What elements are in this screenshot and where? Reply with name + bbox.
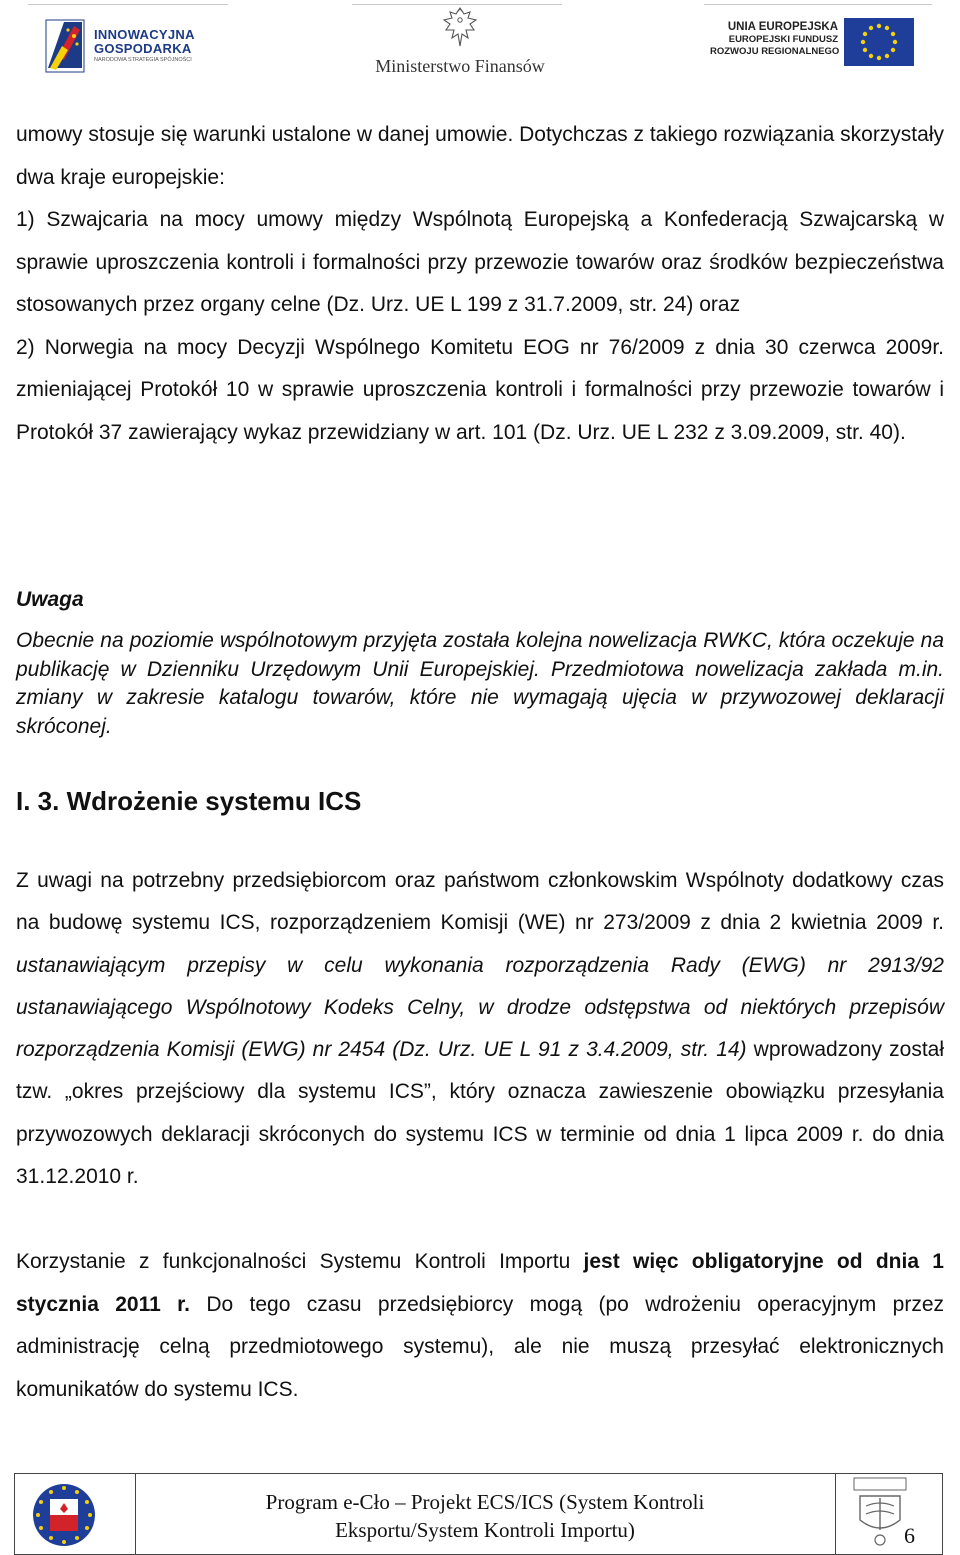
logo-right-line3: ROZWOJU REGIONALNEGO xyxy=(710,46,840,57)
intro-text-switzerland: 1) Szwajcaria na mocy umowy między Wspólnotą Europejską a Konfederacją Szwajcarską w sprawie uproszczenia kontroli i formalności przy przewozie towarów oraz środków bezpieczeństwa stosowanych przez organy celne (Dz. Urz. UE L 199 z 31.7.2009, str. 24) oraz xyxy=(16,208,944,316)
header-rule-center xyxy=(352,4,562,5)
ministerstwo-finansow-logo xyxy=(360,6,560,84)
obligation-text-1: Korzystanie z funkcjonalności Systemu Kontroli Importu xyxy=(16,1250,571,1273)
eu-flag-icon xyxy=(844,18,914,66)
header-rule-left xyxy=(28,4,228,5)
header-rule-right xyxy=(704,4,932,5)
footer-right-cell xyxy=(835,1474,943,1554)
footer-program-title xyxy=(135,1488,835,1544)
page-footer xyxy=(14,1473,943,1555)
logo-right-line1: UNIA EUROPEJSKA xyxy=(727,21,838,33)
ics-paragraph xyxy=(16,860,944,1198)
obligation-text-3: Do tego czasu przedsiębiorcy mogą (po wdrożeniu operacyjnym przez administrację celną przedmiotowego systemu), ale nie muszą przesyłać elektronicznych komunikatów do systemu ICS. xyxy=(16,1292,944,1401)
logo-left-line1: INNOWACYJNA xyxy=(94,27,195,42)
logo-right-line2: EUROPEJSKI FUNDUSZ xyxy=(728,34,838,45)
innowacyjna-gospodarka-logo xyxy=(44,16,219,76)
ministerstwo-finansow-name: Ministerstwo Finansów xyxy=(375,56,545,76)
intro-text-norway: 2) Norwegia na mocy Decyzji Wspólnego Komitetu EOG nr 76/2009 z dnia 30 czerwca 2009r. zmieniającej Protokół 10 w sprawie uproszczenia kontroli i formalności przy przewozie towarów i Protokół 37 zawierający wykaz przewidziany w art. 101 (Dz. Urz. UE L 232 z 3.09.2009, str. 40). xyxy=(16,335,944,444)
ics-text-3: wprowadzony został tzw. „okres przejściowy dla systemu ICS”, który oznacza zawieszenie obowiązku przesyłania przywozowych deklaracji skróconych do systemu ICS w terminie od dnia 1 lipca 2009 r. do dnia 31.12.2010 r. xyxy=(16,1038,945,1189)
page-header xyxy=(0,0,960,92)
ics-text-regulation: ustanawiającym przepisy w celu wykonania rozporządzenia Rady (EWG) nr 2913/92 ustanawiającego Wspólnotowy Kodeks Celny, w drodze odstępstwa od niektórych przepisów rozporządzenia Komisji (EWG) nr 2454 (Dz. Urz. UE L 91 z 3.4.2009, str. 14) xyxy=(16,953,944,1062)
sluzba-celna-emblem-icon xyxy=(850,1476,910,1550)
uwaga-text: Obecnie na poziomie wspólnotowym przyjęta została kolejna nowelizacja RWKC, która oczekuje na publikację w Dzienniku Urzędowym Unii Europejskiej. Przedmiotowa nowelizacja zakłada m.in. zmiany w zakresie katalogu towarów, które nie wymagają ujęcia w przywozowej deklaracji skróconej. xyxy=(16,629,944,739)
footer-title-line2: Eksportu/System Kontroli Importu) xyxy=(335,1518,635,1542)
uwaga-heading: Uwaga xyxy=(16,588,84,611)
obligation-text-bold: jest więc obligatoryjne od dnia 1 stycznia 2011 r. xyxy=(16,1250,944,1316)
ministerstwo-crest-icon xyxy=(31,1481,97,1549)
logo-left-line3: NARODOWA STRATEGIA SPÓJNOŚCI xyxy=(94,57,192,63)
page-number: 6 xyxy=(904,1523,915,1548)
intro-paragraph xyxy=(16,114,944,454)
ics-text-1: Z uwagi na potrzebny przedsiębiorcom oraz państwom członkowskim Wspólnoty dodatkowy czas na budowę systemu ICS, rozporządzeniem Komisji (WE) nr 273/2009 z dnia 2 kwietnia 2009 r. xyxy=(16,869,944,935)
intro-text-1: umowy stosuje się warunki ustalone w danej umowie. Dotychczas z takiego rozwiązania skorzystały dwa kraje europejskie: xyxy=(16,123,944,189)
footer-left-cell xyxy=(15,1474,136,1554)
unia-europejska-logo xyxy=(710,16,915,78)
footer-title-line1: Program e-Cło – Projekt ECS/ICS (System Kontroli xyxy=(265,1490,705,1514)
polish-eagle-icon xyxy=(442,6,478,50)
obligation-paragraph xyxy=(16,1241,944,1411)
section-heading: I. 3. Wdrożenie systemu ICS xyxy=(16,786,362,816)
innowacyjna-gospodarka-emblem-icon xyxy=(44,16,88,76)
logo-left-line2: GOSPODARKA xyxy=(94,41,192,56)
